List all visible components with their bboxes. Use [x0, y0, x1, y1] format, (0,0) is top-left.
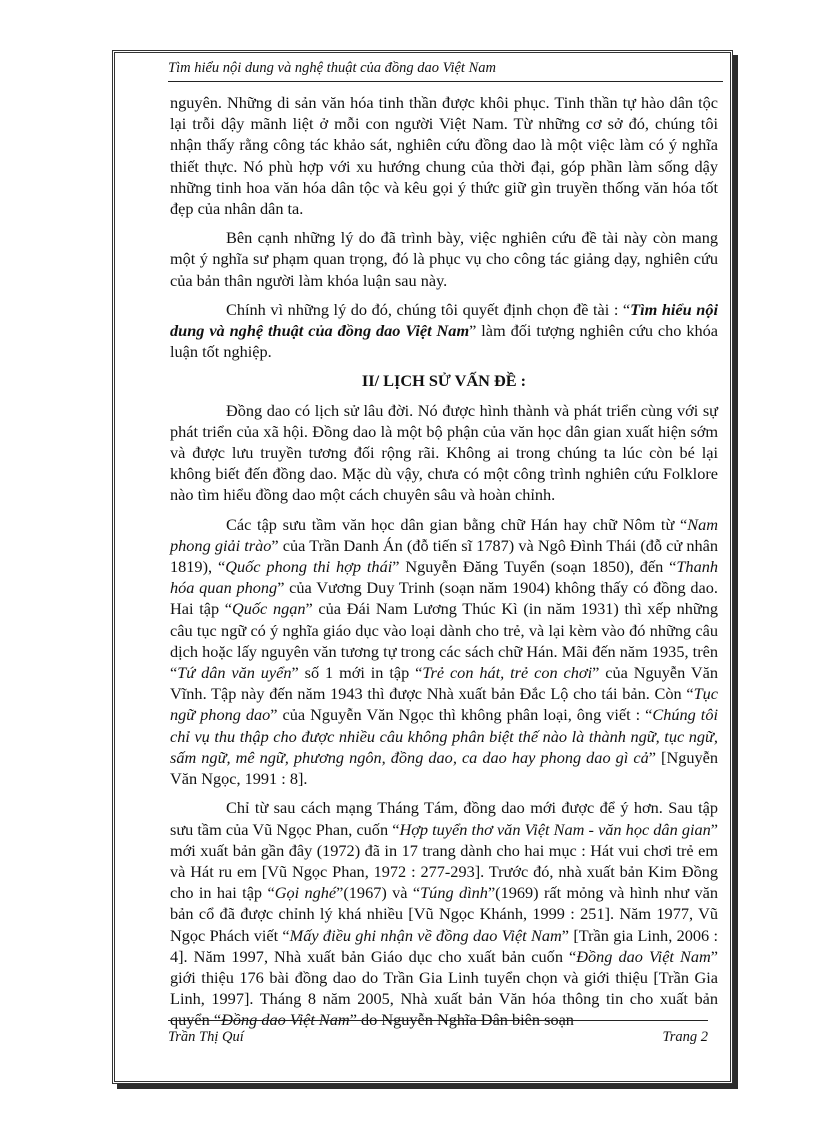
- thesis-title: Tìm hiểu nội dung và nghệ thuật của đồng dao Việt Nam: [170, 299, 718, 341]
- running-header: Tìm hiểu nội dung và nghệ thuật của đồng dao Việt Nam: [168, 60, 723, 82]
- paragraph-2: Bên cạnh những lý do đã trình bày, việc nghiên cứu đề tài này còn mang một ý nghĩa sư phạm quan trọng, đó là phục vụ cho công tác giảng dạy, nghiên cứu của bản thân người làm khóa luận sau này.: [170, 228, 718, 290]
- paragraph-1: nguyên. Những di sản văn hóa tinh thần được khôi phục. Tinh thần tự hào dân tộc lại trỗi dậy mãnh liệt ở mỗi con người Việt Nam. Từ những cơ sở đó, chúng tôi nhận thấy rằng công tác khảo sát, nghiên cứu đồng dao là một việc làm có ý nghĩa thiết thực. Nó phù hợp với xu hướng chung của thời đại, góp phần làm sống dậy những tinh hoa văn hóa dân tộc và kêu gọi ý thức giữ gìn truyền thống văn hóa tốt đẹp của nhân dân ta.: [170, 93, 718, 219]
- footer-author: Trần Thị Quí: [168, 1029, 244, 1045]
- document-body: [170, 92, 718, 1039]
- running-footer: [168, 1020, 708, 1046]
- paragraph-3: Chính vì những lý do đó, chúng tôi quyết định chọn đề tài : “Tìm hiểu nội dung và nghệ thuật của đồng dao Việt Nam” làm đối tượng nghiên cứu cho khóa luận tốt nghiệp.: [170, 299, 718, 362]
- page-number: Trang 2: [662, 1029, 708, 1045]
- paragraph-6: Chỉ từ sau cách mạng Tháng Tám, đồng dao mới được để ý hơn. Sau tập sưu tầm của Vũ Ngọc Phan, cuốn “Hợp tuyển thơ văn Việt Nam - văn học dân gian” mới xuất bản gần đây (1972) đã in 17 trang dành cho hai mục : Hát vui chơi trẻ em và Hát ru em [Vũ Ngọc Phan, 1972 : 277-293]. Trước đó, nhà xuất bản Kim Đồng cho in hai tập “Gọi nghé”(1967) và “Túng dình”(1969) rất mỏng và hình như văn bản cổ đã được chỉnh lý khá nhiều [Vũ Ngọc Khánh, 1999 : 251]. Năm 1977, Vũ Ngọc Phách viết “Mấy điều ghi nhận về đồng dao Việt Nam” [Trần gia Linh, 2006 : 4]. Năm 1997, Nhà xuất bản Giáo dục cho xuất bản cuốn “Đồng dao Việt Nam” giới thiệu 176 bài đồng dao do Trần Gia Linh tuyển chọn và giới thiệu [Trần Gia Linh, 1997]. Tháng 8 năm 2005, Nhà xuất bản Văn hóa thông tin cho xuất bản quyển “Đồng dao Việt Nam” do Nguyễn Nghĩa Dân biên soạn: [170, 798, 719, 1030]
- section-heading: II/ LỊCH SỬ VẤN ĐỀ :: [361, 371, 527, 391]
- paragraph-4: Đồng dao có lịch sử lâu đời. Nó được hình thành và phát triển cùng với sự phát triển của xã hội. Đồng dao là một bộ phận của văn học dân gian xuất hiện sớm và được lưu truyền tương đối rộng rãi. Không ai trong chúng ta lúc còn bé lại không biết đến đồng dao. Mặc dù vậy, chưa có một công trình nghiên cứu Folklore nào tìm hiểu đồng dao một cách chuyên sâu và hoàn chỉnh.: [170, 400, 718, 505]
- paragraph-5: Các tập sưu tầm văn học dân gian bằng chữ Hán hay chữ Nôm từ “Nam phong giải trào” của Trần Danh Án (đỗ tiến sĩ 1787) và Ngô Đình Thái (đỗ cử nhân 1819), “Quốc phong thi hợp thái” Nguyễn Đăng Tuyển (soạn 1850), đến “Thanh hóa quan phong” của Vương Duy Trinh (soạn năm 1904) không thấy có đồng dao. Hai tập “Quốc ngạn” của Đái Nam Lương Thúc Kì (in năm 1931) thì xếp những câu tục ngữ có ý nghĩa giáo dục vào loại dành cho trẻ, và lại kèm vào đó những câu dịch hoặc lấy nguyên văn tương tự trong các sách chữ Hán. Mãi đến năm 1935, trên “Tứ dân văn uyển” số 1 mới in tập “Trẻ con hát, trẻ con chơi” của Nguyễn Văn Vĩnh. Tập này đến năm 1943 thì được Nhà xuất bản Đắc Lộ cho tái bản. Còn “Tục ngữ phong dao” của Nguyễn Văn Ngọc thì không phân loại, ông viết : “Chúng tôi chỉ vụ thu thập cho được nhiều câu không phân biệt thế nào là thành ngữ, tục ngữ, sấm ngữ, mê ngữ, phương ngôn, đồng dao, ca dao hay phong dao gì cả” [Nguyễn Văn Ngọc, 1991 : 8].: [170, 514, 718, 789]
